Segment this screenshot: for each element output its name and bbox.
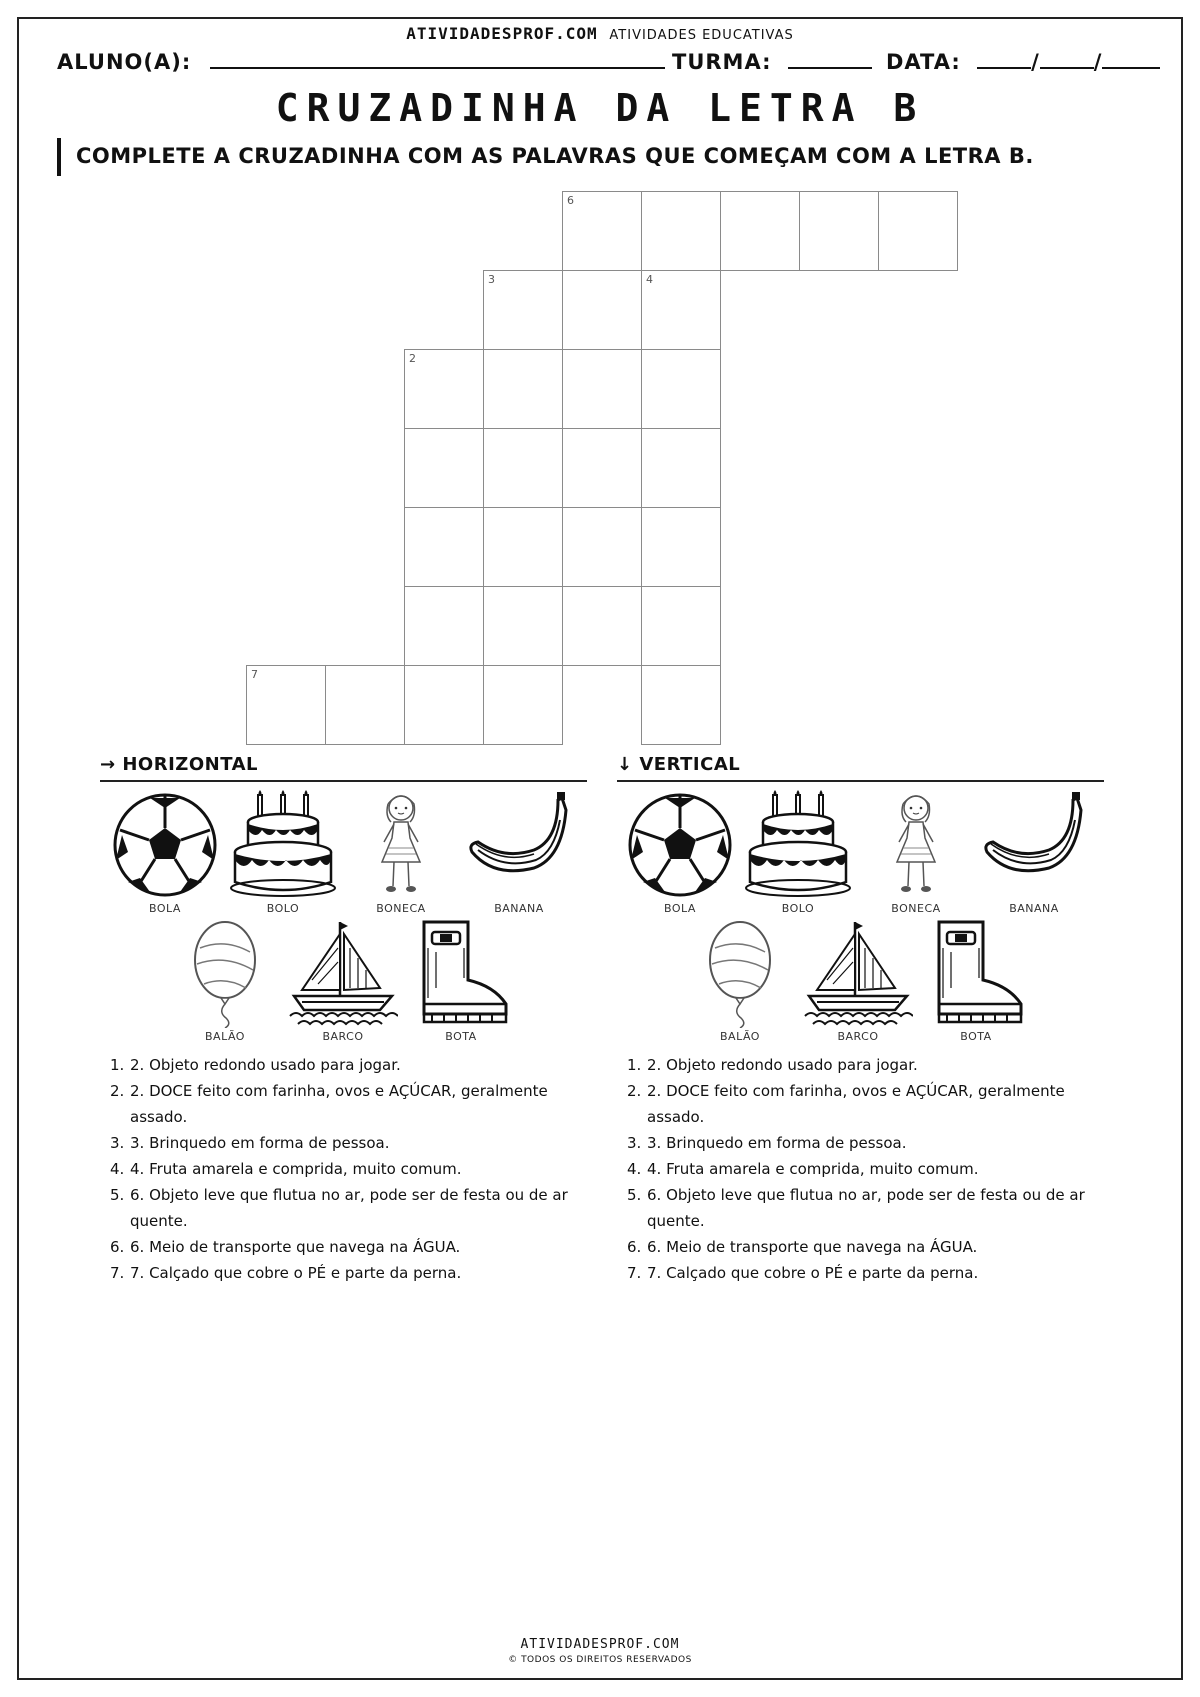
clue-text: 3. Brinquedo em forma de pessoa. xyxy=(130,1134,390,1152)
image-label: BANANA xyxy=(1009,902,1059,915)
crossword-cell[interactable] xyxy=(483,349,563,429)
vertical-heading: ↓ VERTICAL xyxy=(617,754,741,775)
date-day-line[interactable] xyxy=(977,51,1031,69)
image-label: BANANA xyxy=(494,902,544,915)
crossword-cell[interactable] xyxy=(641,507,721,587)
clue-index: 3. xyxy=(110,1134,125,1152)
crossword-cell[interactable] xyxy=(483,586,563,666)
image-label: BARCO xyxy=(837,1030,879,1043)
image-label: BALÃO xyxy=(720,1030,760,1043)
image-label: BOLA xyxy=(664,902,696,915)
clue-number-2: 2 xyxy=(409,352,416,365)
clue-text: 6. Meio de transporte que navega na ÁGUA. xyxy=(647,1238,978,1256)
barco-image xyxy=(803,918,913,1048)
clue-index: 2. xyxy=(627,1082,642,1100)
balloon-icon xyxy=(170,918,280,1028)
balloon-icon xyxy=(685,918,795,1028)
sailboat-icon xyxy=(288,918,398,1028)
page-title: CRUZADINHA DA LETRA B xyxy=(275,86,925,130)
clue-text: 4. Fruta amarela e comprida, muito comum. xyxy=(647,1160,979,1178)
bota-image xyxy=(406,918,516,1048)
crossword-cell[interactable] xyxy=(404,349,484,429)
crossword-cell[interactable] xyxy=(562,349,642,429)
image-label: BOLO xyxy=(266,902,300,915)
crossword-cell[interactable] xyxy=(562,507,642,587)
clue-text: 3. Brinquedo em forma de pessoa. xyxy=(647,1134,907,1152)
clue-index: 4. xyxy=(110,1160,125,1178)
date-slash-1: / xyxy=(1031,50,1040,74)
class-field[interactable] xyxy=(672,50,872,74)
image-label: BONECA xyxy=(376,902,426,915)
clue-item xyxy=(110,1260,590,1286)
crossword-cell[interactable] xyxy=(799,191,879,271)
clue-text: 6. Meio de transporte que navega na ÁGUA. xyxy=(130,1238,461,1256)
crossword-cell[interactable] xyxy=(325,665,405,745)
clue-text: 6. Objeto leve que flutua no ar, pode ser de festa ou de ar quente. xyxy=(647,1186,1085,1230)
clue-number-6: 6 xyxy=(567,194,574,207)
banana-image xyxy=(464,790,574,920)
class-line[interactable] xyxy=(788,51,872,69)
date-slash-2: / xyxy=(1093,50,1103,74)
clue-item xyxy=(627,1130,1107,1156)
student-name-field[interactable] xyxy=(57,50,665,74)
horizontal-heading: → HORIZONTAL xyxy=(100,754,258,775)
clue-item xyxy=(110,1156,590,1182)
banana-icon xyxy=(979,790,1089,900)
vertical-clue-list xyxy=(627,1052,1107,1286)
crossword-cell[interactable] xyxy=(246,665,326,745)
boneca-image xyxy=(861,790,971,920)
clue-text: 7. Calçado que cobre o PÉ e parte da perna. xyxy=(130,1264,462,1282)
crossword-cell[interactable] xyxy=(641,428,721,508)
crossword-cell[interactable] xyxy=(562,270,642,350)
banana-image xyxy=(979,790,1089,920)
clue-item xyxy=(110,1078,590,1130)
instruction-text: COMPLETE A CRUZADINHA COM AS PALAVRAS QUE COMEÇAM COM A LETRA B. xyxy=(76,144,1034,168)
crossword-cell[interactable] xyxy=(404,428,484,508)
clue-index: 3. xyxy=(627,1134,642,1152)
date-field[interactable] xyxy=(886,50,1160,74)
crossword-cell[interactable] xyxy=(720,191,800,271)
footer-brand: ATIVIDADESPROF.COM xyxy=(520,1637,680,1652)
date-month-line[interactable] xyxy=(1040,51,1094,69)
bolo-image xyxy=(228,790,338,920)
cake-icon xyxy=(228,790,338,900)
date-year-line[interactable] xyxy=(1102,51,1160,69)
crossword-cell[interactable] xyxy=(641,270,721,350)
clue-number-3: 3 xyxy=(488,273,495,286)
clue-item xyxy=(627,1260,1107,1286)
doll-icon xyxy=(346,790,456,900)
crossword-cell[interactable] xyxy=(641,191,721,271)
bota-image xyxy=(921,918,1031,1048)
vertical-rule xyxy=(617,780,1104,782)
clue-text: 2. Objeto redondo usado para jogar. xyxy=(130,1056,401,1074)
crossword-cell[interactable] xyxy=(404,665,484,745)
clue-text: 6. Objeto leve que flutua no ar, pode ser de festa ou de ar quente. xyxy=(130,1186,568,1230)
footer-rights: © TODOS OS DIREITOS RESERVADOS xyxy=(508,1655,692,1665)
cake-icon xyxy=(743,790,853,900)
image-label: BARCO xyxy=(322,1030,364,1043)
clue-index: 5. xyxy=(110,1186,125,1204)
clue-index: 4. xyxy=(627,1160,642,1178)
crossword-cell[interactable] xyxy=(641,349,721,429)
crossword-cell[interactable] xyxy=(878,191,958,271)
bola-image xyxy=(110,790,220,920)
site-brand: ATIVIDADESPROF.COM xyxy=(406,24,598,43)
clue-index: 1. xyxy=(627,1056,642,1074)
barco-image xyxy=(288,918,398,1048)
crossword-cell[interactable] xyxy=(483,507,563,587)
soccer-ball-icon xyxy=(625,790,735,900)
date-label: DATA: xyxy=(886,50,961,74)
clue-item xyxy=(110,1182,590,1234)
clue-index: 5. xyxy=(627,1186,642,1204)
image-label: BOLA xyxy=(149,902,181,915)
balao-image xyxy=(170,918,280,1048)
clue-item xyxy=(110,1130,590,1156)
site-subtitle: ATIVIDADES EDUCATIVAS xyxy=(609,28,794,43)
clue-text: 2. DOCE feito com farinha, ovos e AÇÚCAR, geralmente assado. xyxy=(647,1082,1065,1126)
clue-text: 2. DOCE feito com farinha, ovos e AÇÚCAR, geralmente assado. xyxy=(130,1082,548,1126)
bolo-image xyxy=(743,790,853,920)
clue-item xyxy=(627,1156,1107,1182)
crossword-cell[interactable] xyxy=(404,586,484,666)
bola-image xyxy=(625,790,735,920)
doll-icon xyxy=(861,790,971,900)
class-label: TURMA: xyxy=(672,50,772,74)
crossword-cell[interactable] xyxy=(641,665,721,745)
horizontal-clue-list xyxy=(110,1052,590,1286)
clue-item xyxy=(627,1182,1107,1234)
balao-image xyxy=(685,918,795,1048)
horizontal-rule xyxy=(100,780,587,782)
sailboat-icon xyxy=(803,918,913,1028)
crossword-cell[interactable] xyxy=(404,507,484,587)
boot-icon xyxy=(921,918,1031,1028)
crossword-cell[interactable] xyxy=(562,428,642,508)
clue-index: 1. xyxy=(110,1056,125,1074)
image-label: BONECA xyxy=(891,902,941,915)
clue-item xyxy=(110,1052,590,1078)
clue-item xyxy=(627,1234,1107,1260)
banana-icon xyxy=(464,790,574,900)
image-label: BALÃO xyxy=(205,1030,245,1043)
crossword-cell[interactable] xyxy=(483,270,563,350)
clue-item xyxy=(627,1052,1107,1078)
clue-text: 4. Fruta amarela e comprida, muito comum. xyxy=(130,1160,462,1178)
site-header xyxy=(0,24,1200,43)
crossword-cell[interactable] xyxy=(641,586,721,666)
boneca-image xyxy=(346,790,456,920)
image-label: BOTA xyxy=(445,1030,477,1043)
soccer-ball-icon xyxy=(110,790,220,900)
clue-index: 7. xyxy=(627,1264,642,1282)
clue-index: 7. xyxy=(110,1264,125,1282)
crossword-cell[interactable] xyxy=(483,428,563,508)
student-name-line[interactable] xyxy=(210,51,665,69)
crossword-cell[interactable] xyxy=(483,665,563,745)
crossword-cell[interactable] xyxy=(562,586,642,666)
boot-icon xyxy=(406,918,516,1028)
clue-number-7: 7 xyxy=(251,668,258,681)
image-label: BOLO xyxy=(781,902,815,915)
student-label: ALUNO(A): xyxy=(57,50,192,74)
instruction-bar xyxy=(57,138,61,176)
clue-text: 7. Calçado que cobre o PÉ e parte da perna. xyxy=(647,1264,979,1282)
clue-item xyxy=(110,1234,590,1260)
clue-index: 6. xyxy=(627,1238,642,1256)
clue-number-4: 4 xyxy=(646,273,653,286)
clue-index: 2. xyxy=(110,1082,125,1100)
page-footer xyxy=(0,1637,1200,1665)
clue-item xyxy=(627,1078,1107,1130)
clue-text: 2. Objeto redondo usado para jogar. xyxy=(647,1056,918,1074)
image-label: BOTA xyxy=(960,1030,992,1043)
crossword-cell[interactable] xyxy=(562,191,642,271)
clue-index: 6. xyxy=(110,1238,125,1256)
